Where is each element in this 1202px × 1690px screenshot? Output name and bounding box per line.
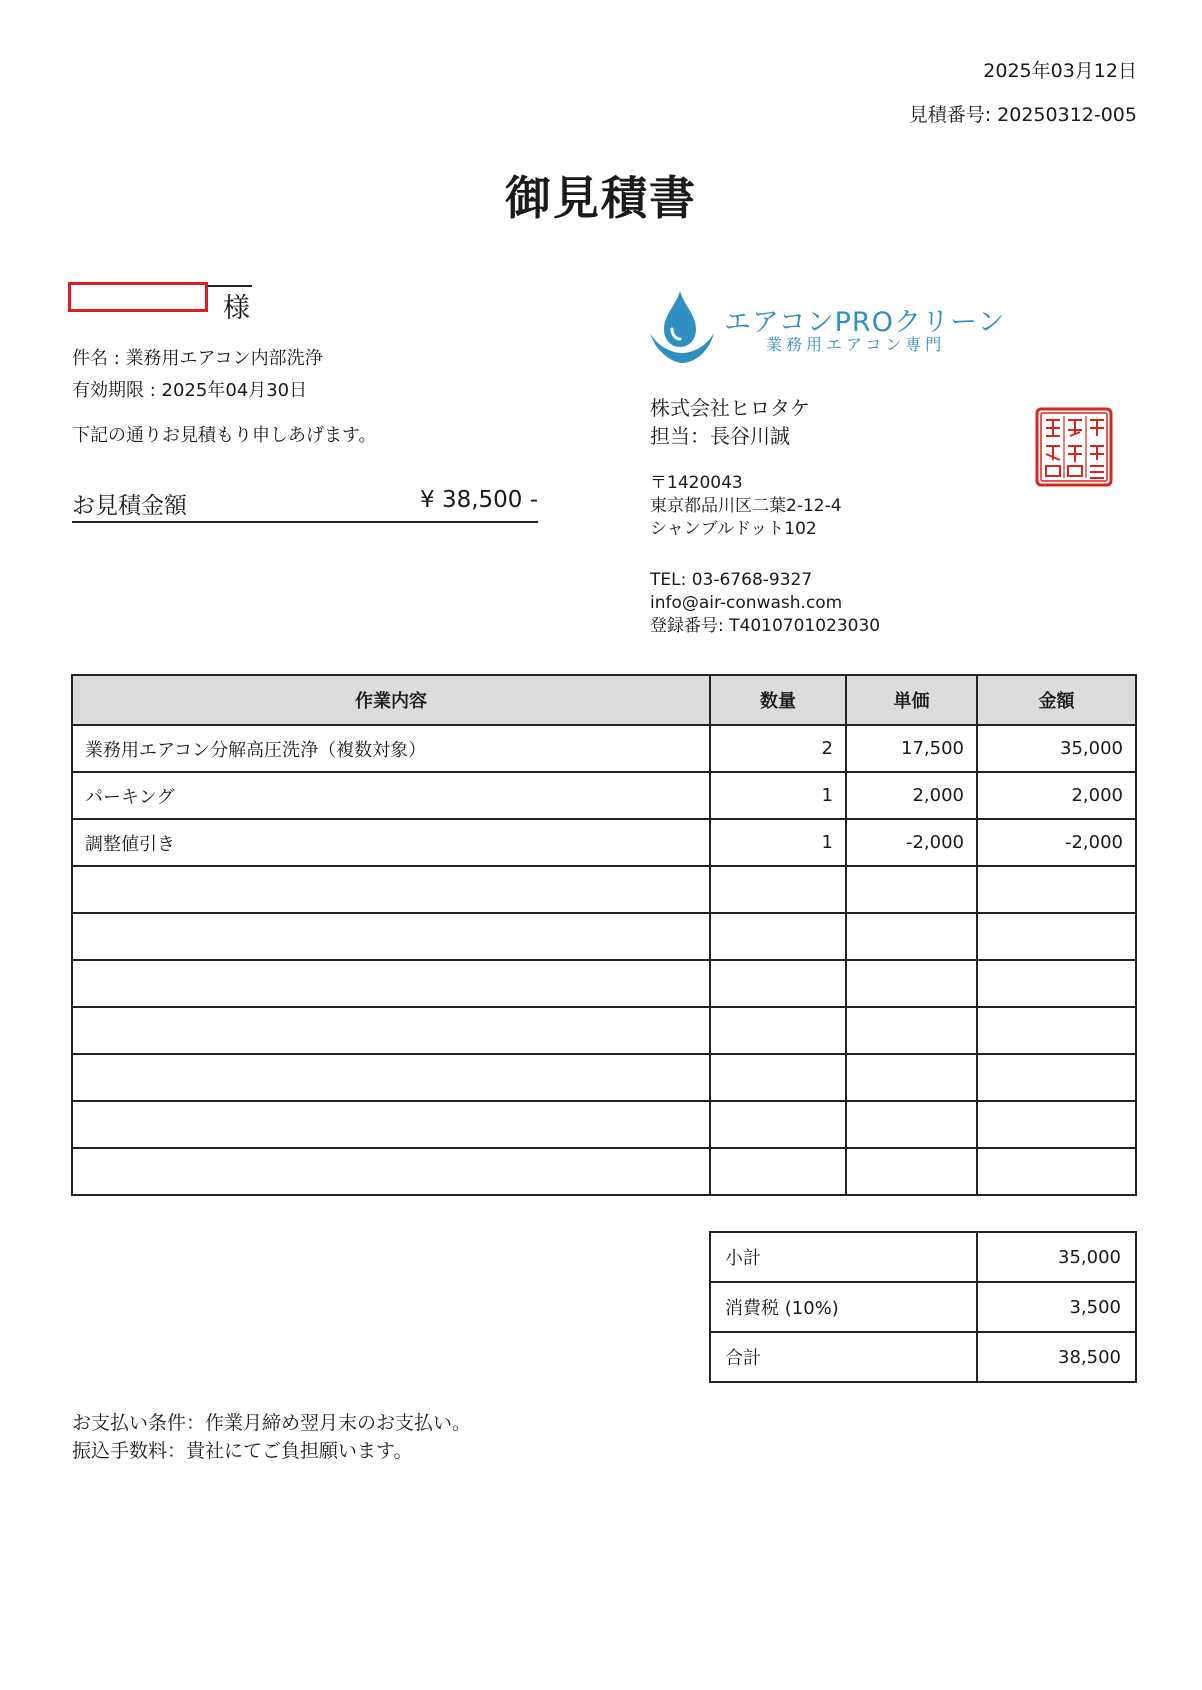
item-amount <box>977 866 1136 913</box>
logo-tagline: 業務用エアコン専門 <box>766 335 946 354</box>
item-unit-price <box>846 866 977 913</box>
estimate-amount-label: お見積金額 <box>72 493 187 519</box>
document-title: 御見積書 <box>505 171 697 225</box>
item-amount: 35,000 <box>977 725 1136 772</box>
water-drop-icon <box>646 287 718 365</box>
table-row <box>72 1148 1136 1195</box>
issuer-contact-block <box>650 569 880 638</box>
table-row <box>72 913 1136 960</box>
item-description: 調整値引き <box>72 819 710 866</box>
estimate-amount-underline <box>72 521 538 523</box>
client-name-redaction <box>68 282 208 312</box>
item-description: 業務用エアコン分解高圧洗浄（複数対象） <box>72 725 710 772</box>
totals-table <box>709 1231 1137 1383</box>
table-row <box>72 1101 1136 1148</box>
item-quantity: 1 <box>710 819 846 866</box>
item-description <box>72 960 710 1007</box>
validity-line: 有効期限 : 2025年04月30日 <box>72 380 308 401</box>
issuer-email: info@air-conwash.com <box>650 593 843 613</box>
subject-line: 件名 : 業務用エアコン内部洗浄 <box>72 348 323 369</box>
tax-value: 3,500 <box>977 1282 1136 1332</box>
item-amount <box>977 1101 1136 1148</box>
item-quantity <box>710 1148 846 1195</box>
logo-brand-name: エアコンPROクリーン <box>724 307 1006 338</box>
item-amount <box>977 1054 1136 1101</box>
item-unit-price <box>846 913 977 960</box>
item-quantity: 1 <box>710 772 846 819</box>
table-row <box>72 819 1136 866</box>
item-description <box>72 1101 710 1148</box>
payment-terms: お支払い条件：作業月締め翌月末のお支払い。 <box>72 1412 472 1434</box>
item-unit-price: 17,500 <box>846 725 977 772</box>
intro-note: 下記の通りお見積もり申しあげます。 <box>72 425 377 446</box>
item-quantity <box>710 960 846 1007</box>
table-row <box>72 1007 1136 1054</box>
table-row <box>72 725 1136 772</box>
tax-row <box>710 1282 1136 1332</box>
item-amount: 2,000 <box>977 772 1136 819</box>
issuer-address-block <box>650 472 842 541</box>
total-value: 38,500 <box>977 1332 1136 1382</box>
table-header-row <box>72 675 1136 725</box>
client-honorific: 様 <box>223 293 250 324</box>
issuer-postal-code: 〒1420043 <box>650 473 743 493</box>
table-row <box>72 1054 1136 1101</box>
item-amount <box>977 913 1136 960</box>
table-row <box>72 960 1136 1007</box>
total-row <box>710 1332 1136 1382</box>
company-seal-stamp <box>1034 406 1114 488</box>
item-unit-price <box>846 960 977 1007</box>
item-amount <box>977 1148 1136 1195</box>
issuer-tel: TEL: 03-6768-9327 <box>650 570 813 590</box>
subtotal-row <box>710 1232 1136 1282</box>
table-row <box>72 866 1136 913</box>
item-unit-price <box>846 1148 977 1195</box>
item-quantity: 2 <box>710 725 846 772</box>
item-quantity <box>710 1007 846 1054</box>
issuer-contact: 担当：長谷川誠 <box>650 424 790 448</box>
header-quantity: 数量 <box>710 675 846 725</box>
total-label: 合計 <box>710 1332 977 1382</box>
tax-label: 消費税 (10%) <box>710 1282 977 1332</box>
estimate-number: 見積番号: 20250312-005 <box>908 104 1137 126</box>
issue-date: 2025年03月12日 <box>983 60 1137 82</box>
item-description: パーキング <box>72 772 710 819</box>
item-description <box>72 1148 710 1195</box>
subtotal-label: 小計 <box>710 1232 977 1282</box>
item-description <box>72 1007 710 1054</box>
issuer-company: 株式会社ヒロタケ <box>650 396 810 420</box>
item-quantity <box>710 1101 846 1148</box>
estimate-amount-value: ¥ 38,500 - <box>420 487 539 513</box>
item-amount <box>977 1007 1136 1054</box>
header-unit-price: 単価 <box>846 675 977 725</box>
header-work-description: 作業内容 <box>72 675 710 725</box>
line-items-table <box>71 674 1137 1196</box>
issuer-address-line-1: 東京都品川区二葉2-12-4 <box>650 496 842 516</box>
item-description <box>72 913 710 960</box>
item-unit-price: 2,000 <box>846 772 977 819</box>
item-quantity <box>710 913 846 960</box>
item-unit-price: -2,000 <box>846 819 977 866</box>
item-amount <box>977 960 1136 1007</box>
item-unit-price <box>846 1101 977 1148</box>
item-description <box>72 866 710 913</box>
item-unit-price <box>846 1054 977 1101</box>
subtotal-value: 35,000 <box>977 1232 1136 1282</box>
table-row <box>72 772 1136 819</box>
header-amount: 金額 <box>977 675 1136 725</box>
issuer-address-line-2: シャンブルドット102 <box>650 519 817 539</box>
issuer-registration-number: 登録番号: T4010701023030 <box>650 616 881 636</box>
item-quantity <box>710 1054 846 1101</box>
item-unit-price <box>846 1007 977 1054</box>
item-amount: -2,000 <box>977 819 1136 866</box>
transfer-fee-terms: 振込手数料：貴社にてご負担願います。 <box>72 1440 413 1462</box>
item-description <box>72 1054 710 1101</box>
item-quantity <box>710 866 846 913</box>
